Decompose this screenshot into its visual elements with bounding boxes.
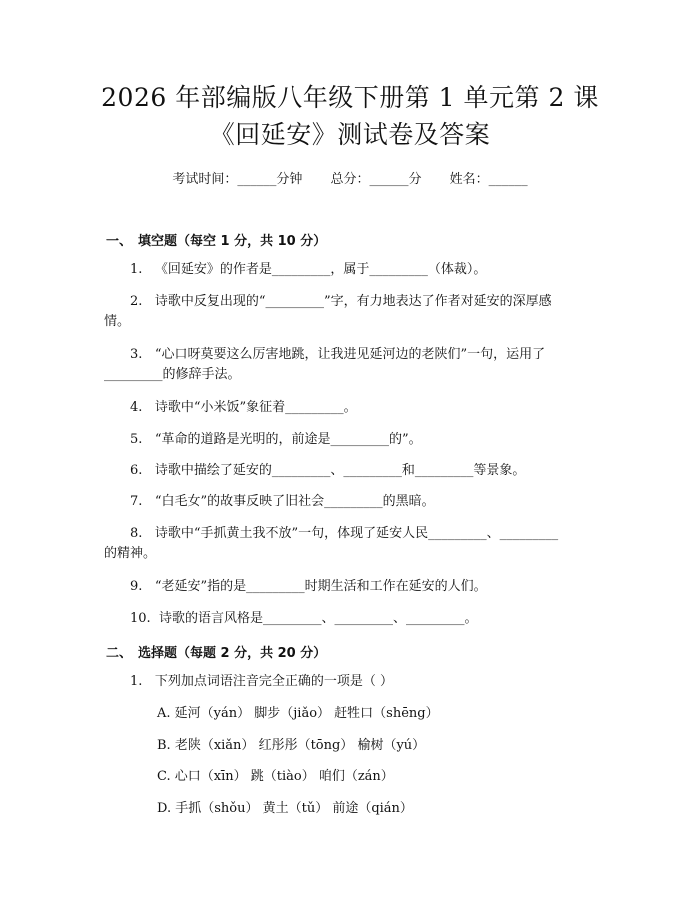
question-8 [104,524,598,564]
question-1 [104,260,598,280]
question-7 [104,492,598,512]
question-text: “革命的道路是光明的，前途是_________的”。 [154,432,422,447]
question-text: “心口呀莫要这么厉害地跳，让我进见延河边的老陕们”一句，运用了 [154,347,546,362]
question-number: 1. [130,674,143,689]
exam-title-line2: 《回延安》测试卷及答案 [209,120,491,149]
question-number: 8. [130,526,143,541]
question-number: 3. [130,347,143,362]
section-title: 填空题（每空 1 分，共 10 分） [138,234,327,249]
time-label: 考试时间： [172,172,238,187]
question-9 [104,577,598,597]
question-text: “白毛女”的故事反映了旧社会_________的黑暗。 [154,494,435,509]
score-unit: 分 [408,172,422,187]
time-field [172,172,306,187]
option-a[interactable]: A. 延河（yán） 脚步（jiǎo） 赶牲口（shēng） [157,706,439,721]
name-field [450,172,528,187]
question-6 [104,461,598,481]
question-10 [104,609,598,629]
question-text-continued: 情。 [104,314,131,329]
option-b[interactable]: B. 老陕（xiǎn） 红彤彤（tōng） 榆树（yú） [157,738,426,753]
section-title: 选择题（每题 2 分，共 20 分） [138,646,327,661]
question-text: 诗歌中“手抓黄土我不放”一句，体现了延安人民_________、_________ [154,526,559,541]
question-text: 下列加点词语注音完全正确的一项是（ ） [154,674,393,689]
section-number: 一、 [106,234,133,249]
time-blank[interactable]: ______ [237,172,277,187]
exam-title-line1: 2026 年部编版八年级下册第 1 单元第 2 课 [101,83,599,112]
question-2 [104,292,598,332]
question-text: 《回延安》的作者是_________，属于_________（体裁）。 [154,262,487,277]
option-d[interactable]: D. 手抓（shǒu） 黄土（tǔ） 前途（qián） [157,801,413,816]
question-number: 6. [130,463,143,478]
score-label: 总分： [330,172,370,187]
name-blank[interactable]: ______ [488,172,528,187]
question-number: 10. [130,611,151,626]
section-number: 二、 [106,646,133,661]
option-c[interactable]: C. 心口（xīn） 跳（tiào） 咱们（zán） [157,769,394,784]
question-number: 1. [130,262,143,277]
question-text: 诗歌中“小米饭”象征着_________。 [154,400,357,415]
name-label: 姓名： [449,172,489,187]
question-text: 诗歌的语言风格是_________、_________、_________。 [158,611,478,626]
question-5 [104,430,598,450]
exam-meta [0,168,700,187]
question-text: “老延安”指的是_________时期生活和工作在延安的人们。 [154,579,487,594]
time-unit: 分钟 [276,172,303,187]
question-number: 9. [130,579,143,594]
question-number: 4. [130,400,143,415]
question-text-continued: _________的修辞手法。 [104,367,241,382]
question-3 [104,345,598,385]
question-number: 5. [130,432,143,447]
question-text: 诗歌中描绘了延安的_________、_________和_________等景象。 [154,463,526,478]
section-heading-multiple-choice [106,642,326,661]
score-field [330,172,425,187]
mc-question-1 [104,672,598,692]
question-text: 诗歌中反复出现的“_________”字，有力地表达了作者对延安的深厚感 [154,294,552,309]
question-4 [104,398,598,418]
question-number: 2. [130,294,143,309]
score-blank[interactable]: ______ [369,172,409,187]
question-number: 7. [130,494,143,509]
section-heading-fill-blank [106,230,326,249]
question-text-continued: 的精神。 [104,546,157,561]
